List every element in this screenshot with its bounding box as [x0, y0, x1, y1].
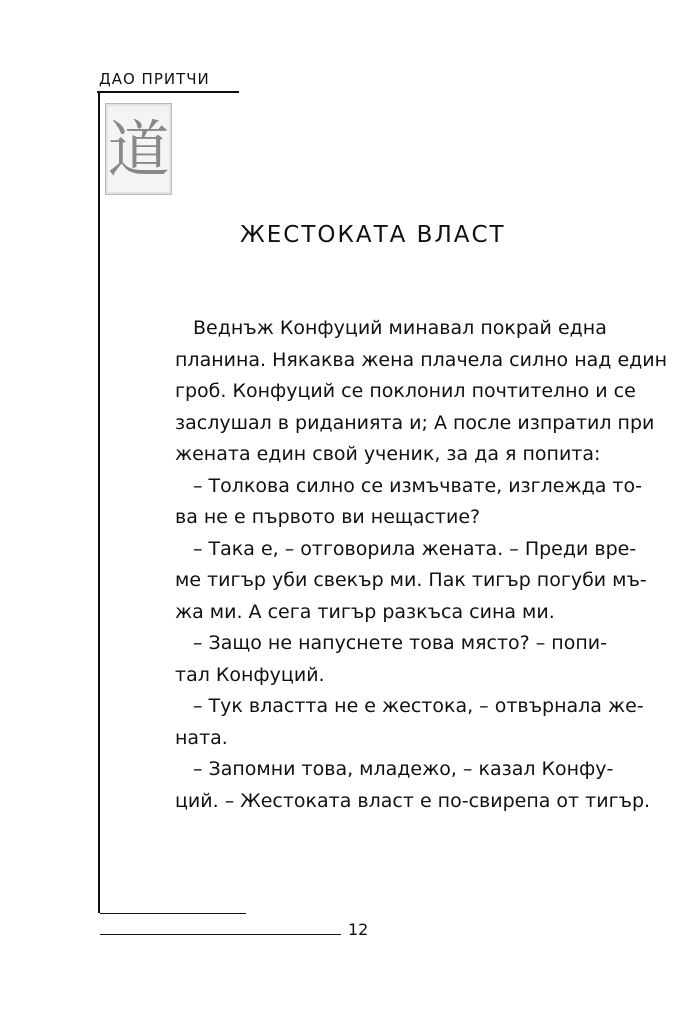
text-line: – Тук властта не е жестока, – отвърнала же-: [193, 695, 644, 717]
page-number: 12: [348, 920, 369, 939]
tao-seal: [105, 103, 172, 195]
text-line: жената един свой ученик, за да я попита:: [175, 443, 601, 465]
footer-rule-short: [100, 913, 246, 914]
text-line: – Запомни това, младежо, – казал Конфу-: [193, 758, 614, 780]
parable-text: [175, 313, 668, 817]
text-line: жа ми. А сега тигър разкъса сина ми.: [175, 600, 555, 623]
footer-rule-long: [100, 934, 341, 935]
tao-character-icon: 道: [107, 113, 170, 186]
running-header-title: ДАО ПРИТЧИ: [99, 70, 210, 88]
text-line: ва не е първото ви нещастие?: [175, 506, 481, 528]
text-line: – Защо не напуснете това място? – попи-: [193, 632, 607, 654]
text-line: заслушал в риданията и; А после изпратил при: [175, 411, 655, 434]
text-line: Веднъж Конфуций минавал покрай една: [193, 317, 607, 339]
left-margin-rule: [98, 91, 100, 913]
text-line: ций. – Жестоката власт е по-свирепа от тигър.: [175, 789, 651, 812]
text-line: ме тигър уби свекър ми. Пак тигър погуби мъ-: [175, 569, 647, 591]
text-line: тал Конфуций.: [175, 663, 325, 686]
text-line: – Така е, – отговорила жената. – Преди вре-: [193, 537, 637, 560]
text-line: – Толкова силно се измъчвате, изглежда то-: [193, 474, 642, 497]
text-line: планина. Някаква жена плачела силно над един: [175, 348, 668, 371]
text-line: ната.: [175, 726, 228, 749]
chapter-title: ЖЕСТОКАТА ВЛАСТ: [240, 222, 506, 248]
header-rule: [97, 91, 239, 93]
text-line: гроб. Конфуций се поклонил почтително и се: [175, 380, 636, 402]
